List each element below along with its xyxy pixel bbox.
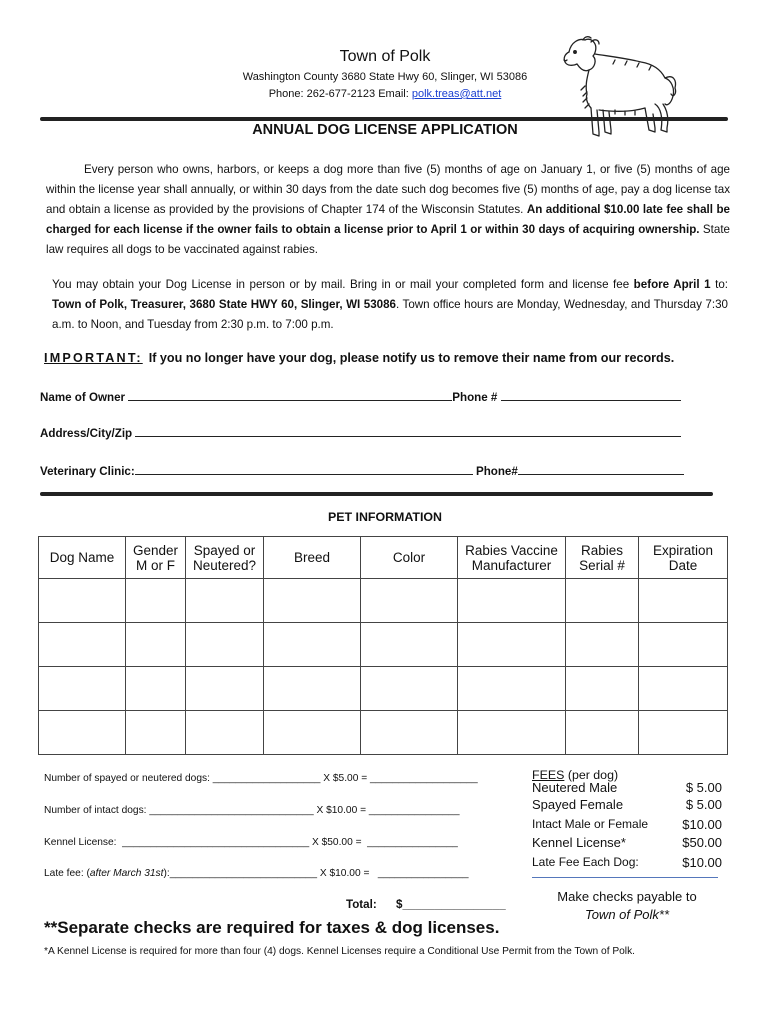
kennel-fee-line[interactable]: Kennel License: _________________________________ X $50.00 = ________________: [44, 837, 458, 848]
town-address: Washington County 3680 State Hwy 60, Slinger, WI 53086: [242, 71, 528, 83]
checks-payee: Town of Polk**: [584, 907, 670, 922]
vet-phone-label: Phone#: [472, 465, 518, 478]
total-line[interactable]: [346, 898, 506, 911]
total-input[interactable]: $________________: [396, 898, 506, 911]
page-title: ANNUAL DOG LICENSE APPLICATION: [252, 122, 518, 138]
vet-phone-input[interactable]: [518, 464, 684, 475]
important-notice: [44, 351, 674, 365]
address-input[interactable]: [135, 426, 681, 437]
address-label: Address/City/Zip: [40, 427, 136, 440]
fees-heading: FEES (per dog): [532, 768, 619, 782]
pet-info-title: PET INFORMATION: [327, 510, 443, 524]
separate-checks-notice: **Separate checks are required for taxes & dog licenses.: [44, 918, 500, 937]
late-fee-notice: An additional $10.00 late fee shall be charged for each license if the owner fails to obtain a license prior to April 1 or within 30 days of acquiring ownership.: [46, 203, 730, 236]
town-name: Town of Polk: [339, 48, 431, 65]
intact-fee-line[interactable]: Number of intact dogs: _____________________________ X $10.00 = ________________: [44, 805, 460, 816]
contact-line: [0, 88, 770, 100]
phone-label-field: Phone #: [452, 391, 501, 404]
col-rabies-serial: Rabies Serial #: [566, 537, 639, 579]
table-row: [39, 667, 728, 711]
col-expiration: Expiration Date: [639, 537, 728, 579]
vet-clinic-input[interactable]: [135, 464, 473, 475]
mail-paragraph: [52, 275, 728, 335]
rabies-notice: State law requires all dogs to be vaccinated against rabies.: [46, 223, 730, 256]
mail-address: Town of Polk, Treasurer, 3680 State HWY 60, Slinger, WI 53086: [52, 298, 397, 311]
table-row: [39, 579, 728, 623]
vet-row: [40, 464, 684, 478]
col-rabies-manufacturer: Rabies Vaccine Manufacturer: [458, 537, 566, 579]
pet-info-table: [38, 536, 728, 755]
owner-name-input[interactable]: [128, 390, 452, 401]
fee-row-intact: Intact Male or Female $10.00: [532, 817, 722, 832]
checks-payable: Make checks payable to: [557, 889, 697, 904]
address-row: [40, 426, 681, 440]
fees-box: [522, 768, 732, 878]
office-hours: . Town office hours are Monday, Wednesday, and Thursday 7:30 a.m. to Noon, and Tuesday from 2:30 p.m. to 7:00 p.m.: [52, 298, 728, 331]
important-text: If you no longer have your dog, please notify us to remove their name from our records.: [148, 351, 675, 365]
col-color: Color: [361, 537, 458, 579]
table-row: [39, 711, 728, 755]
col-gender: Gender M or F: [126, 537, 186, 579]
mail-text-2: to:: [710, 278, 728, 291]
owner-label: Name of Owner: [40, 391, 129, 404]
col-dog-name: Dog Name: [39, 537, 126, 579]
fee-row-neutered: Neutered Male $ 5.00: [532, 780, 722, 795]
intro-text: Every person who owns, harbors, or keeps a dog more than five (5) months of age on January 1, or five (5) months of age within the license year shall annually, or within 30 days from the date such dog becomes five (5) months of age, pay a dog license tax and obtain a license as provided by the provisions of Chapter 174 of the Wisconsin Statutes.: [46, 163, 730, 216]
table-row: [39, 623, 728, 667]
important-label: IMPORTANT:: [44, 351, 143, 365]
header-rule: [40, 117, 728, 121]
vet-label: Veterinary Clinic:: [40, 465, 135, 478]
fee-row-kennel: Kennel License* $50.00: [532, 835, 722, 850]
table-header-row: [39, 537, 728, 579]
fees-divider: [532, 877, 718, 878]
kennel-footnote: *A Kennel License is required for more than four (4) dogs. Kennel Licenses require a Conditional Use Permit from the Town of Polk.: [44, 946, 635, 957]
intro-paragraph: [46, 160, 730, 260]
email-link[interactable]: polk.treas@att.net: [411, 88, 502, 100]
owner-phone-input[interactable]: [501, 390, 681, 401]
total-label: Total:: [346, 898, 377, 911]
col-breed: Breed: [264, 537, 361, 579]
mail-text-1: You may obtain your Dog License in person or by mail. Bring in or mail your completed form and license fee: [52, 278, 634, 291]
phone-label: Phone: 262-677-2123 Email:: [268, 88, 412, 100]
mail-deadline: before April 1: [633, 278, 711, 291]
fee-row-spayed: Spayed Female $ 5.00: [532, 797, 722, 812]
late-fee-line[interactable]: Late fee: (after March 31st):__________________________ X $10.00 = ________________: [44, 868, 469, 879]
owner-row: [40, 390, 681, 404]
col-spayed: Spayed or Neutered?: [186, 537, 264, 579]
fee-row-late: Late Fee Each Dog: $10.00: [532, 855, 722, 870]
spayed-fee-line[interactable]: Number of spayed or neutered dogs: ___________________ X $5.00 = ___________________: [44, 773, 478, 784]
section-rule: [40, 492, 713, 496]
